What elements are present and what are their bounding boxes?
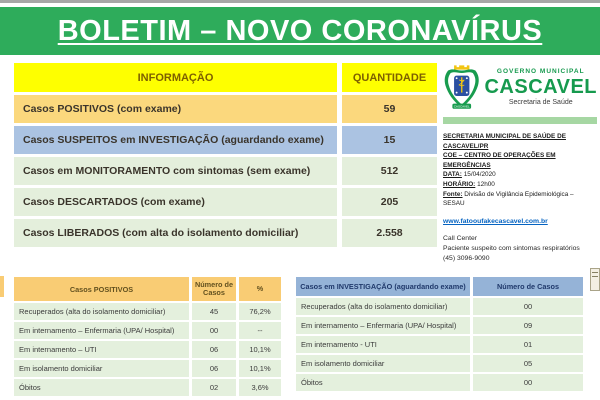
- info-panel: [443, 60, 597, 264]
- table-row: [14, 188, 437, 216]
- logo-city-name: CASCAVEL: [484, 75, 597, 98]
- investigacao-table: [296, 277, 583, 393]
- table-row: Recuperados (alta do isolamento domiciliar) 45 76,2%: [14, 303, 281, 320]
- row-label: Casos POSITIVOS (com exame): [14, 95, 337, 123]
- investigacao-col-num: Número de Casos: [473, 277, 583, 296]
- row-label: Casos DESCARTADOS (com exame): [14, 188, 337, 216]
- call-center-title: Call Center: [443, 234, 477, 242]
- row-value: 15: [342, 126, 437, 154]
- summary-table: [14, 63, 437, 250]
- table-row: Recuperados (alta do isolamento domiciliar) 00: [296, 298, 583, 315]
- row-label: Casos SUSPEITOS em INVESTIGAÇÃO (aguardando exame): [14, 126, 337, 154]
- positivos-table-header: [14, 277, 281, 301]
- row-label: Casos LIBERADOS (com alta do isolamento domiciliar): [14, 219, 337, 247]
- logo-text: [484, 68, 597, 107]
- left-edge-cropped-fragment: [0, 276, 4, 297]
- table-row: [14, 219, 437, 247]
- source-line: Fonte: Divisão de Vigilância Epidemiológica – SESAU: [443, 190, 574, 208]
- positivos-col-pct: %: [239, 277, 281, 301]
- header-quantidade: QUANTIDADE: [342, 63, 437, 92]
- row-value: 59: [342, 95, 437, 123]
- table-row: [14, 157, 437, 185]
- table-row: [14, 95, 437, 123]
- page-title: BOLETIM – NOVO CORONAVÍRUS: [57, 14, 543, 47]
- logo-underbar: [443, 117, 597, 124]
- secretariat-info: [443, 132, 597, 209]
- date-line: DATA: 15/04/2020: [443, 171, 496, 179]
- table-row: Óbitos 02 3,6%: [14, 379, 281, 396]
- table-row: [14, 126, 437, 154]
- secretariat-line2: COE – CENTRO DE OPERAÇÕES EM EMERGÊNCIAS: [443, 152, 556, 169]
- positivos-title: Casos POSITIVOS: [14, 277, 189, 301]
- table-row: Em isolamento domiciliar 06 10,1%: [14, 360, 281, 377]
- cascavel-crest-icon: [443, 60, 480, 115]
- call-center-block: [443, 234, 597, 265]
- investigacao-title: Casos em INVESTIGAÇÃO (aguardando exame): [296, 277, 470, 296]
- time-line: HORÁRIO: 12h00: [443, 181, 495, 189]
- table-row: Em internamento – Enfermaria (UPA/ Hospital) 00 --: [14, 322, 281, 339]
- cascavel-logo: [443, 60, 597, 115]
- logo-government-label: GOVERNO MUNICIPAL: [496, 68, 585, 76]
- investigacao-table-header: [296, 277, 583, 296]
- table-row: Em internamento – Enfermaria (UPA/ Hospital) 09: [296, 317, 583, 334]
- table-row: Óbitos 00: [296, 374, 583, 391]
- right-edge-cropped-fragment: [590, 268, 600, 291]
- row-label: Casos em MONITORAMENTO com sintomas (sem exame): [14, 157, 337, 185]
- table-row: Em isolamento domiciliar 05: [296, 355, 583, 372]
- call-center-phone: (45) 3096-9090: [443, 255, 490, 263]
- top-grey-bar: [0, 0, 600, 5]
- svg-text:CASCAVEL: CASCAVEL: [453, 104, 470, 109]
- row-value: 2.558: [342, 219, 437, 247]
- row-value: 512: [342, 157, 437, 185]
- title-band: [0, 7, 600, 55]
- fact-check-link[interactable]: www.fatooufakecascavel.com.br: [443, 217, 548, 225]
- logo-department-label: Secretaria de Saúde: [508, 98, 573, 106]
- header-informacao: INFORMAÇÃO: [14, 63, 337, 92]
- table-row: Em internamento – UTI 06 10,1%: [14, 341, 281, 358]
- row-value: 205: [342, 188, 437, 216]
- table-row: Em internamento - UTI 01: [296, 336, 583, 353]
- positivos-col-num: Número de Casos: [192, 277, 236, 301]
- secretariat-line1: SECRETARIA MUNICIPAL DE SAÚDE DE CASCAVEL/PR: [443, 133, 566, 150]
- call-center-line1: Paciente suspeito com sintomas respiratórios: [443, 245, 580, 253]
- positivos-table: [14, 277, 281, 398]
- summary-table-header: [14, 63, 437, 92]
